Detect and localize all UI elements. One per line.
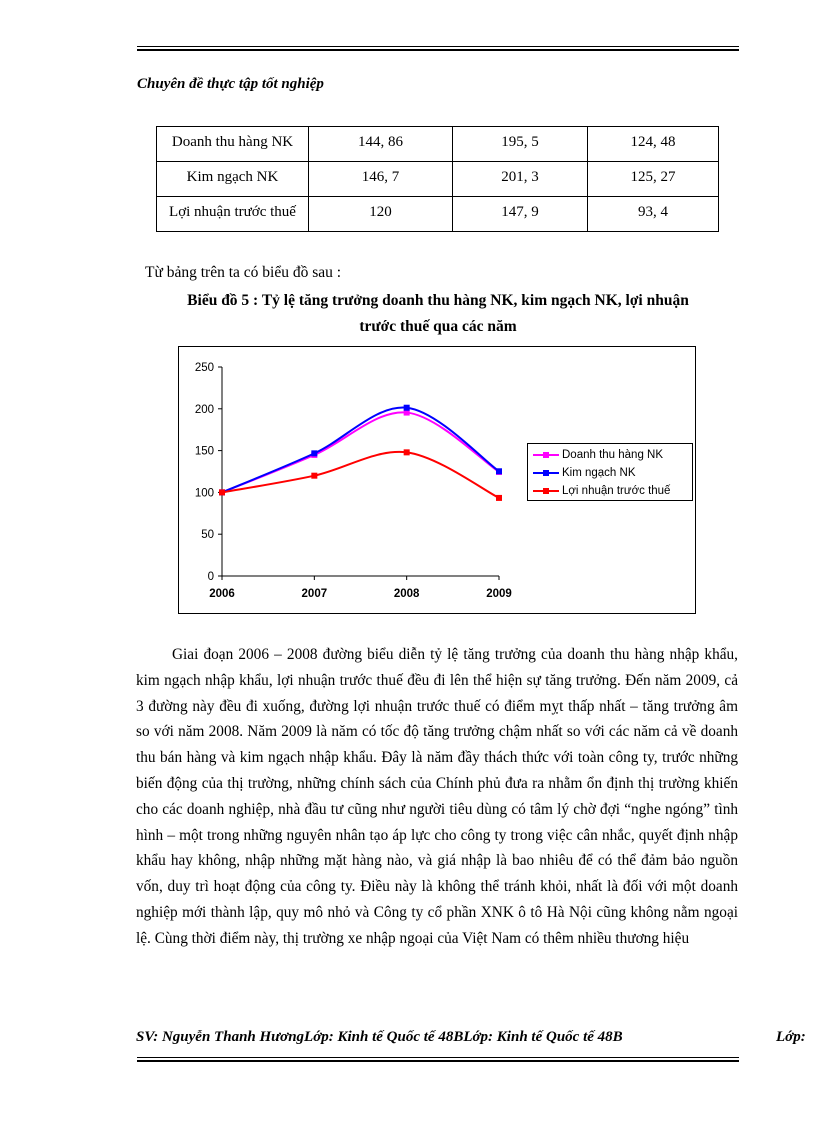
- data-point: [219, 489, 225, 495]
- page-footer: [136, 1029, 816, 1046]
- page-header: Chuyên đề thực tập tốt nghiệp: [137, 76, 324, 92]
- row-label: Doanh thu hàng NK: [157, 127, 309, 162]
- footer-class: Lớp:: [776, 1029, 806, 1045]
- table-cell: 147, 9: [453, 197, 588, 232]
- y-tick-label: 250: [194, 362, 214, 374]
- data-point: [496, 468, 502, 474]
- bottom-rule: [137, 1057, 739, 1062]
- table-cell: 195, 5: [453, 127, 588, 162]
- intro-text: Từ bảng trên ta có biểu đồ sau :: [145, 264, 342, 281]
- table-row: [157, 162, 719, 197]
- legend-item: [528, 464, 692, 482]
- series-line: [222, 408, 499, 493]
- table-row: [157, 127, 719, 162]
- table-cell: 125, 27: [588, 162, 719, 197]
- y-tick-label: 150: [194, 445, 214, 458]
- table-cell: 201, 3: [453, 162, 588, 197]
- row-label: Lợi nhuận trước thuế: [157, 197, 309, 232]
- x-tick-label: 2006: [209, 588, 235, 600]
- caption-line-1: Biểu đồ 5 : Tỷ lệ tăng trưởng doanh thu hàng NK, kim ngạch NK, lợi nhuận: [187, 292, 689, 309]
- legend-label: Doanh thu hàng NK: [562, 449, 664, 461]
- table-cell: 120: [309, 197, 453, 232]
- legend-marker: [543, 488, 549, 494]
- chart-caption: [136, 288, 740, 340]
- x-tick-label: 2007: [301, 588, 328, 600]
- data-point: [311, 450, 317, 456]
- y-tick-label: 0: [207, 571, 214, 583]
- table-cell: 124, 48: [588, 127, 719, 162]
- legend-marker: [543, 470, 549, 476]
- legend-item: [528, 482, 692, 500]
- y-tick-label: 100: [194, 487, 214, 500]
- table-cell: 93, 4: [588, 197, 719, 232]
- body-paragraph: Giai đoạn 2006 – 2008 đường biểu diễn tỷ lệ tăng trưởng của doanh thu hàng nhập khẩu, kim ngạch nhập khẩu, lợi nhuận trước thuế đều đi lên thể hiện sự tăng trưởng. Đến năm 2009, cả 3 đường này đều đi xuống, đường lợi nhuận trước thuế có điểm mỵt thấp nhất – tăng trưởng âm so với năm 2008. Năm 2009 là năm có tốc độ tăng trưởng chậm nhất so với các năm cả về doanh thu bán hàng và kim ngạch nhập khẩu. Đây là năm đầy thách thức với toàn công ty, trước những biến động của thị trường, những chính sách của Chính phủ đưa ra nhằm ổn định thị trường khiến cho các doanh nghiệp, nhà đầu tư cũng như người tiêu dùng có tâm lý chờ đợi “nghe ngóng” tình hình – một trong những nguyên nhân tạo áp lực cho công ty trong việc cân nhắc, quyết định nhập khẩu hay không, nhập những mặt hàng nào, và giá nhập là bao nhiêu để có thể đảm bảo nguồn vốn, duy trì hoạt động của công ty. Điều này là không thể tránh khỏi, nhất là đối với một doanh nghiệp mới thành lập, quy mô nhỏ và Công ty cổ phần XNK ô tô Hà Nội cũng không nằm ngoại lệ. Cùng thời điểm này, thị trường xe nhập ngoại của Việt Nam có thêm nhiều thương hiệu: [136, 646, 738, 947]
- table-cell: 146, 7: [309, 162, 453, 197]
- y-tick-label: 50: [201, 529, 214, 542]
- chart: [178, 346, 696, 614]
- top-rule: [137, 46, 739, 51]
- caption-line-2: trước thuế qua các năm: [359, 318, 517, 335]
- y-tick-label: 200: [194, 403, 214, 416]
- body-text: [136, 642, 738, 952]
- table-cell: 144, 86: [309, 127, 453, 162]
- data-point: [311, 473, 317, 479]
- data-table: [156, 126, 719, 232]
- x-tick-label: 2009: [486, 588, 512, 600]
- data-point: [404, 405, 410, 411]
- row-label: Kim ngạch NK: [157, 162, 309, 197]
- data-point: [404, 449, 410, 455]
- data-point: [496, 495, 502, 501]
- legend-label: Lợi nhuận trước thuế: [562, 485, 671, 497]
- legend-label: Kim ngạch NK: [562, 467, 636, 479]
- chart-legend: [527, 443, 693, 501]
- table-row: [157, 197, 719, 232]
- legend-item: [528, 446, 692, 464]
- x-tick-label: 2008: [393, 588, 420, 600]
- footer-author: SV: Nguyễn Thanh HươngLớp: Kinh tế Quốc tế 48BLớp: Kinh tế Quốc tế 48B: [136, 1029, 623, 1045]
- legend-marker: [543, 452, 549, 458]
